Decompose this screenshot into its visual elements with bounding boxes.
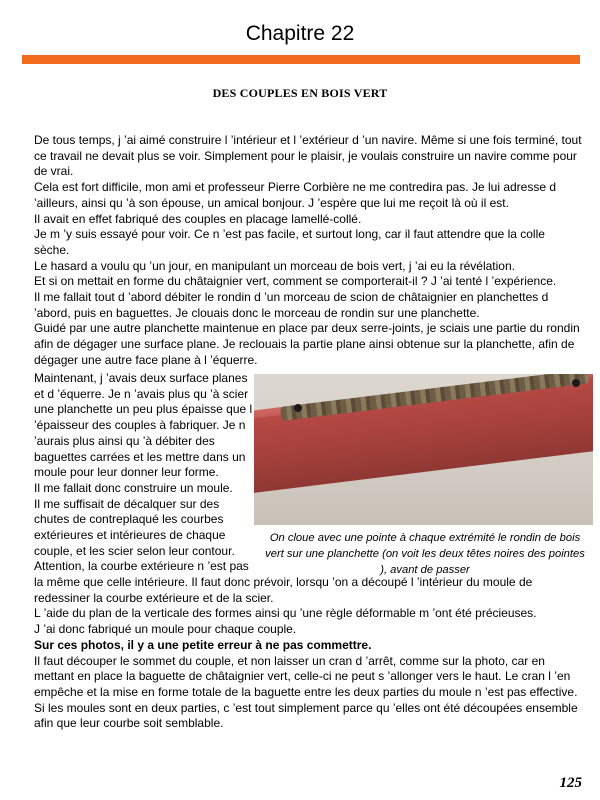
page-number: 125	[559, 775, 582, 791]
nail-head-icon	[294, 404, 302, 412]
section-title	[0, 85, 600, 102]
paragraph: Il me fallait donc construire un moule.	[34, 480, 233, 495]
paragraph: Maintenant, j ’avais deux surface planes et d ’équerre. Je n ’avais plus qu ’à scier une planchette un peu plus épaisse que l ’épaisseur des couples à fabriquer. Je n ’aurais plus ainsi qu ’à débiter des baguettes carrées et les mettre dans un moule pour leur donner leur forme.	[34, 371, 253, 480]
photo-caption: On cloue avec une pointe à chaque extrémité le rondin de bois vert sur une planchette (on voit les deux têtes noires des pointes ), avant de passer	[265, 532, 585, 576]
chapter-title: Chapitre 22	[245, 22, 355, 45]
paragraph: Le hasard a voulu qu ’un jour, en manipulant un morceau de bois vert, j ’ai eu la révélation.	[34, 258, 515, 273]
warning-line: Sur ces photos, il y a une petite erreur à ne pas commettre.	[34, 637, 372, 652]
paragraph: la même que celle intérieure. Il faut donc prévoir, lorsqu ’on a découpé l ’intérieur du moule de redessiner la courbe extérieure et de la scier.	[34, 575, 533, 605]
paragraph: Cela est fort difficile, mon ami et professeur Pierre Corbière ne me contredira pas. Je lui adresse d ’ailleurs, ainsi qu ’à son épouse, un amical bonjour. J ’espère que lui me reçoit là où il est.	[34, 180, 557, 210]
body-text-wrapped	[34, 371, 256, 575]
orange-divider	[22, 55, 580, 64]
paragraph: Il me suffisait de décalquer sur des chutes de contreplaqué les courbes extérieures et intérieures de chaque couple, et les scier selon leur contour.	[34, 496, 235, 558]
paragraph: J ’ai donc fabriqué un moule pour chaque couple.	[34, 622, 297, 637]
body-text-top	[34, 133, 582, 369]
paragraph: Et si on mettait en forme du châtaignier vert, comment se comporterait-il ? J ’ai tenté l ’expérience.	[34, 274, 557, 289]
nail-head-icon	[572, 379, 580, 387]
paragraph: L ’aide du plan de la verticale des formes ainsi qu ’une règle déformable m ’ont été précieuses.	[34, 606, 537, 621]
paragraph: Il me fallait tout d ’abord débiter le rondin d ’un morceau de scion de châtaignier en planchettes d ’abord, puis en baguettes. Je clouais donc le morceau de rondin sur une planchette.	[34, 290, 549, 320]
paragraph: Il faut découper le sommet du couple, et non laisser un cran d ’arrêt, comme sur la photo, car en mettant en place la baguette de châtaignier vert, celle-ci ne peut s ’allonger vers le haut. Le cran l ’en empêche et la mise en forme totale de la baguette entre les deux parties du moule n ’est pas effective. Si les moules sont en deux parties, c ’est tout simplement parce qu ’elles ont été découpées ensemble afin que leur courbe soit semblable.	[34, 653, 578, 731]
body-text-bottom	[34, 575, 582, 732]
paragraph: Attention, la courbe extérieure n ’est pas	[34, 559, 249, 574]
paragraph: Il avait en effet fabriqué des couples en placage lamellé-collé.	[34, 211, 362, 226]
paragraph: Je m ’y suis essayé pour voir. Ce n ’est pas facile, et surtout long, car il faut attendre que la colle sèche.	[34, 227, 545, 257]
paragraph: Guidé par une autre planchette maintenue en place par deux serre-joints, je sciais une partie du rondin afin de dégager une surface plane. Je reclouais la partie plane ainsi obtenue sur la planchette, afin de dégager une autre face plane à l ’équerre.	[34, 321, 580, 367]
paragraph: De tous temps, j ’ai aimé construire l ’intérieur et l ’extérieur d ’un navire. Même si une fois terminé, tout ce travail ne devait plus se voir. Simplement pour le plaisir, je voulais construire un navire comme pour de vrai.	[34, 133, 582, 179]
photo-nailed-rondin	[254, 374, 593, 525]
section-title-text: DES COUPLES EN BOIS VERT	[212, 86, 388, 100]
